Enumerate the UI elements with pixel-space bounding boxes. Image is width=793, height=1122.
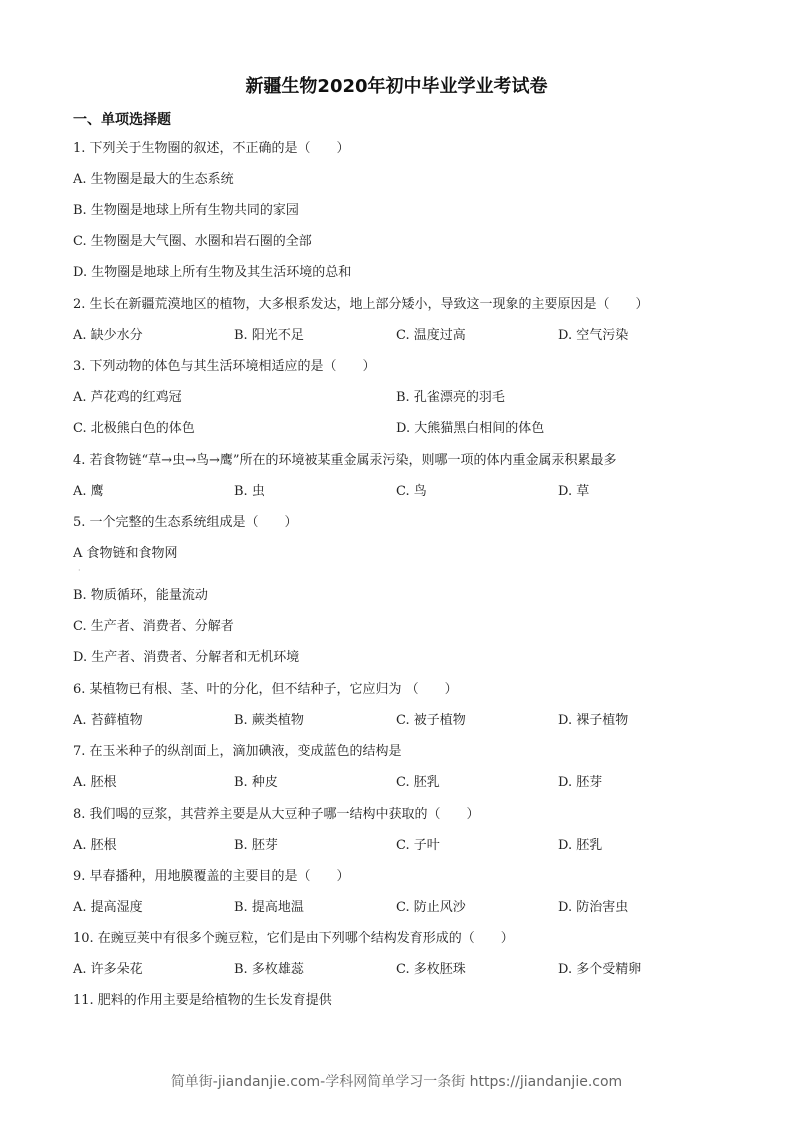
- option-a: A. 苔藓植物: [73, 713, 143, 728]
- question-stem: 3. 下列动物的体色与其生活环境相适应的是（ ）: [73, 359, 376, 374]
- option-b: B. 提高地温: [234, 900, 304, 915]
- question-stem: 4. 若食物链“草→虫→鸟→鹰”所在的环境被某重金属汞污染，则哪一项的体内重金属汞积累最多: [73, 453, 617, 468]
- footer-watermark: 简单街-jiandanjie.com-学科网简单学习一条街 https://jiandanjie.com: [170, 1074, 623, 1090]
- option-b: B. 孔雀漂亮的羽毛: [396, 390, 505, 405]
- question-stem: 1. 下列关于生物圈的叙述，不正确的是（ ）: [73, 141, 350, 156]
- option-a: A. 提高湿度: [73, 900, 143, 915]
- question-stem: 8. 我们喝的豆浆，其营养主要是从大豆种子哪一结构中获取的（ ）: [73, 807, 480, 822]
- question-stem: 7. 在玉米种子的纵剖面上，滴加碘液，变成蓝色的结构是: [73, 744, 402, 759]
- option-b: B. 种皮: [234, 775, 278, 790]
- option-b: B. 多枚雄蕊: [234, 962, 304, 977]
- question-stem: 9. 早春播种，用地膜覆盖的主要目的是（ ）: [73, 869, 350, 884]
- stray-mark: ·: [78, 566, 81, 575]
- option-d: D. 胚乳: [558, 838, 603, 853]
- option-d: D. 防治害虫: [558, 900, 629, 915]
- option-b: B. 生物圈是地球上所有生物共同的家园: [73, 203, 299, 218]
- question-stem: 5. 一个完整的生态系统组成是（ ）: [73, 515, 298, 530]
- option-d: D. 大熊猫黑白相间的体色: [396, 421, 545, 436]
- question-stem: 11. 肥料的作用主要是给植物的生长发育提供: [73, 993, 332, 1008]
- option-d: D. 空气污染: [558, 328, 629, 343]
- option-a: A 食物链和食物网: [73, 546, 178, 561]
- question-stem: 10. 在豌豆荚中有很多个豌豆粒，它们是由下列哪个结构发育形成的（ ）: [73, 931, 514, 946]
- option-a: A. 生物圈是最大的生态系统: [73, 172, 234, 187]
- option-c: C. 生物圈是大气圈、水圈和岩石圈的全部: [73, 234, 312, 249]
- section-heading: 一、单项选择题: [73, 112, 171, 128]
- option-c: C. 北极熊白色的体色: [73, 421, 195, 436]
- option-c: C. 防止风沙: [396, 900, 466, 915]
- option-c: C. 鸟: [396, 484, 427, 499]
- option-a: A. 缺少水分: [73, 328, 143, 343]
- option-c: C. 生产者、消费者、分解者: [73, 619, 234, 634]
- option-d: D. 多个受精卵: [558, 962, 642, 977]
- option-b: B. 蕨类植物: [234, 713, 304, 728]
- option-a: A. 鹰: [73, 484, 104, 499]
- option-c: C. 胚乳: [396, 775, 440, 790]
- option-b: B. 阳光不足: [234, 328, 304, 343]
- option-a: A. 胚根: [73, 775, 117, 790]
- option-c: C. 被子植物: [396, 713, 466, 728]
- option-d: D. 胚芽: [558, 775, 603, 790]
- option-b: B. 物质循环，能量流动: [73, 588, 208, 603]
- option-d: D. 草: [558, 484, 590, 499]
- question-stem: 2. 生长在新疆荒漠地区的植物，大多根系发达，地上部分矮小，导致这一现象的主要原因是（ ）: [73, 297, 649, 312]
- question-stem: 6. 某植物已有根、茎、叶的分化，但不结种子，它应归为 （ ）: [73, 682, 458, 697]
- document-title: 新疆生物2020年初中毕业学业考试卷: [245, 76, 548, 97]
- option-d: D. 裸子植物: [558, 713, 629, 728]
- option-d: D. 生物圈是地球上所有生物及其生活环境的总和: [73, 265, 352, 280]
- option-c: C. 子叶: [396, 838, 440, 853]
- option-a: A. 胚根: [73, 838, 117, 853]
- option-c: C. 多枚胚珠: [396, 962, 466, 977]
- option-a: A. 芦花鸡的红鸡冠: [73, 390, 182, 405]
- option-b: B. 胚芽: [234, 838, 278, 853]
- option-c: C. 温度过高: [396, 328, 466, 343]
- option-a: A. 许多朵花: [73, 962, 143, 977]
- option-d: D. 生产者、消费者、分解者和无机环境: [73, 650, 300, 665]
- option-b: B. 虫: [234, 484, 265, 499]
